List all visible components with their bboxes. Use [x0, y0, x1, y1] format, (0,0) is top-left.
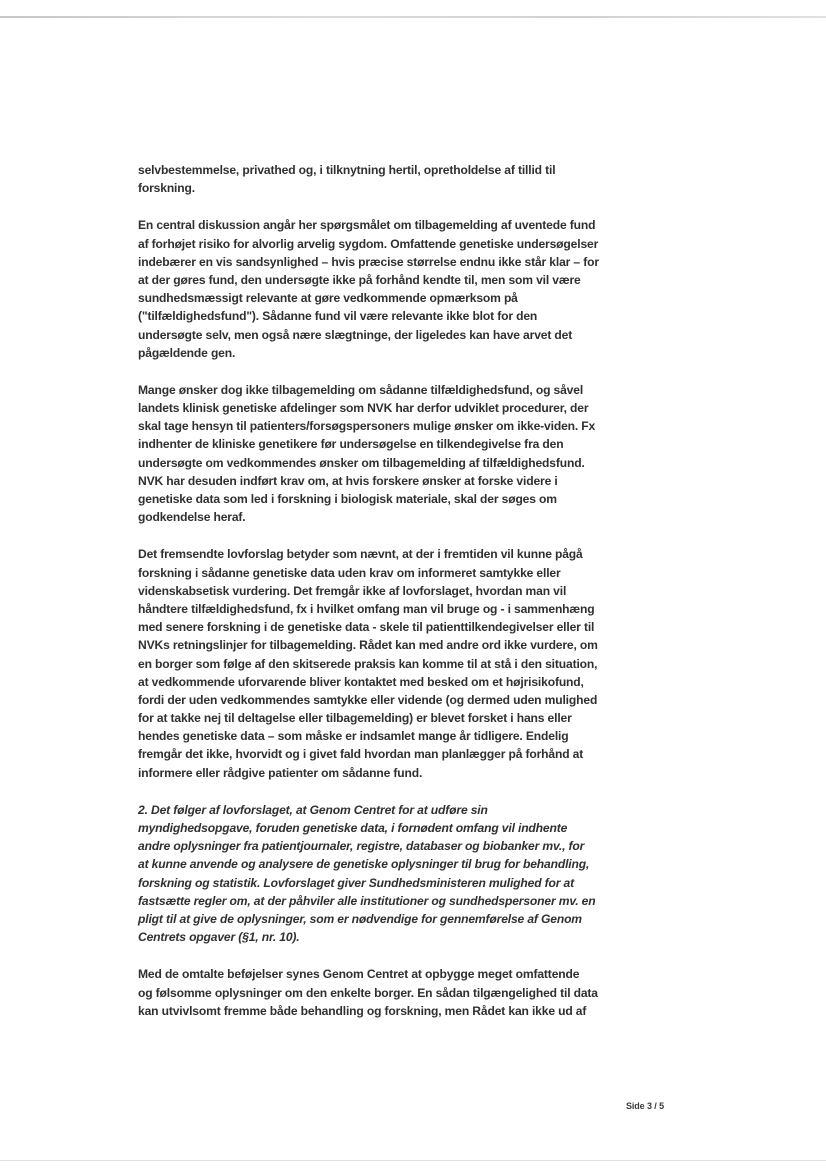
text-line: undersøgte selv, men også nære slægtninge, der ligeledes kan have arvet det	[138, 327, 573, 342]
text-line: 2. Det følger af lovforslaget, at Genom Centret for at udføre sin	[138, 802, 488, 817]
text-line: landets klinisk genetiske afdelinger som NVK har derfor udviklet procedurer, der	[138, 401, 589, 416]
text-line: NVKs retningslinjer for tilbagemelding. Rådet kan med andre ord ikke vurdere, om	[138, 638, 598, 653]
text-line: skal tage hensyn til patienters/forsøgspersoners mulige ønsker om ikke-viden. Fx	[138, 419, 596, 434]
text-line: fastsætte regler om, at der påhviler alle institutioner og sundhedspersoner mv. en	[138, 893, 596, 908]
text-line: ("tilfældighedsfund"). Sådanne fund vil være relevante ikke blot for den	[138, 309, 538, 324]
paragraph	[138, 381, 638, 527]
text-line: selvbestemmelse, privathed og, i tilknytning hertil, opretholdelse af tillid til	[138, 163, 556, 177]
text-line: genetiske data som led i forskning i biologisk materiale, skal der søges om	[138, 492, 557, 506]
text-line: videnskabsetisk vurdering. Det fremgår ikke af lovforslaget, hvordan man vil	[138, 583, 567, 598]
text-line: sundhedsmæssigt relevante at gøre vedkommende opmærksom på	[138, 291, 518, 306]
text-line: at kunne anvende og analysere de genetiske oplysninger til brug for behandling,	[138, 857, 590, 872]
text-line: fremgår det ikke, hvorvidt og i givet fald hvordan man planlægger på forhånd at	[138, 747, 584, 762]
text-line: kan utvivlsomt fremme både behandling og forskning, men Rådet kan ikke ud af	[138, 1003, 587, 1018]
text-line: fordi der uden vedkommendes samtykke eller vidende (og dermed uden mulighed	[138, 692, 598, 707]
paragraph	[138, 216, 638, 362]
text-line: at vedkommende uforvarende bliver kontaktet med besked om et højrisikofund,	[138, 674, 584, 689]
text-line: håndtere tilfældighedsfund, fx i hvilket omfang man vil bruge og - i sammenhæng	[138, 601, 595, 616]
text-line: Mange ønsker dog ikke tilbagemelding om sådanne tilfældighedsfund, og såvel	[138, 382, 584, 397]
text-line: og følsomme oplysninger om den enkelte borger. En sådan tilgængelighed til data	[138, 985, 598, 1000]
text-line: NVK har desuden indført krav om, at hvis forskere ønsker at forske videre i	[138, 473, 558, 488]
text-line: Centrets opgaver (§1, nr. 10).	[138, 930, 300, 945]
text-line: indhenter de kliniske genetikere før undersøgelse en tilkendegivelse fra den	[138, 437, 564, 452]
text-line: forskning i sådanne genetiske data uden krav om informeret samtykke eller	[138, 565, 561, 580]
text-line: indebærer en vis sandsynlighed – hvis præcise størrelse endnu ikke står klar – for	[138, 254, 599, 269]
text-line: Med de omtalte beføjelser synes Genom Centret at opbygge meget omfattende	[138, 967, 580, 982]
text-line: hendes genetiske data – som måske er indsamlet mange år tidligere. Endelig	[138, 729, 569, 744]
paragraph	[138, 801, 638, 947]
text-line: godkendelse heraf.	[138, 510, 246, 525]
page-number: Side 3 / 5	[625, 1101, 664, 1111]
text-line: at der gøres fund, den undersøgte ikke på forhånd kendte til, men som vil være	[138, 272, 581, 287]
text-line: Det fremsendte lovforslag betyder som nævnt, at der i fremtiden vil kunne pågå	[138, 547, 583, 562]
text-line: forskning og statistik. Lovforslaget giver Sundhedsministeren mulighed for at	[138, 875, 574, 890]
text-line: af forhøjet risiko for alvorlig arvelig sygdom. Omfattende genetiske undersøgelser	[138, 236, 599, 251]
paragraph	[138, 545, 638, 781]
document-body	[138, 161, 638, 1039]
text-line: forskning.	[138, 181, 195, 196]
scan-edge-bottom	[0, 1160, 826, 1161]
text-line: pligt til at give de oplysninger, som er nødvendige for gennemførelse af Genom	[138, 911, 582, 926]
text-line: informere eller rådgive patienter om sådanne fund.	[138, 765, 423, 780]
text-line: En central diskussion angår her spørgsmålet om tilbagemelding af uventede fund	[138, 218, 596, 233]
text-line: pågældende gen.	[138, 345, 236, 360]
text-line: for at takke nej til deltagelse eller tilbagemelding) er blevet forsket i hans eller	[138, 711, 572, 726]
paragraph	[138, 965, 638, 1020]
text-line: andre oplysninger fra patientjournaler, registre, databaser og biobanker mv., for	[138, 839, 585, 854]
text-line: en borger som følge af den skitserede praksis kan komme til at stå i den situation,	[138, 656, 598, 671]
text-line: undersøgte om vedkommendes ønsker om tilbagemelding af tilfældighedsfund.	[138, 455, 585, 470]
text-line: med senere forskning i de genetiske data - skele til patienttilkendegivelser eller til	[138, 620, 595, 635]
paragraph	[138, 161, 638, 197]
text-line: myndighedsopgave, foruden genetiske data, i fornødent omfang vil indhente	[138, 821, 568, 835]
scan-edge-top	[0, 16, 826, 18]
